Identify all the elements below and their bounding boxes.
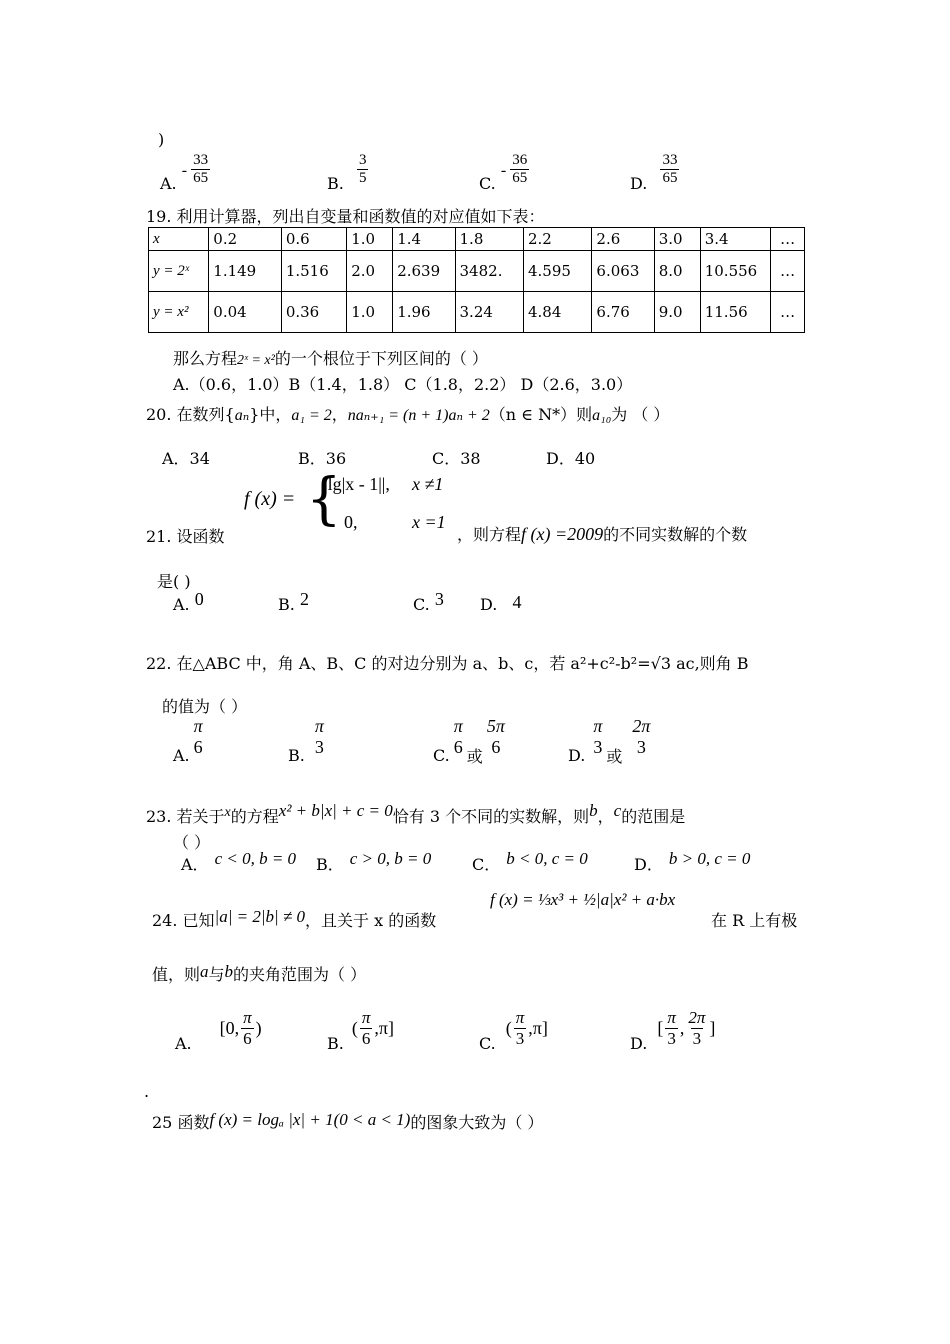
values-table: [148, 227, 805, 333]
q21-stem-b: [457, 522, 747, 545]
option-value: b < 0, c = 0: [506, 849, 588, 868]
text: 25 函数: [152, 1113, 210, 1132]
q24-stem: [152, 908, 436, 931]
q24-stem-d: [152, 962, 366, 985]
denominator: 6: [361, 1028, 371, 1048]
numerator: 2π: [688, 1008, 706, 1027]
table-cell: 3482.: [455, 251, 523, 292]
vector-b: b: [224, 962, 234, 981]
fraction: [665, 1008, 678, 1048]
q18-option-d: [630, 152, 681, 193]
text: 的方程: [230, 807, 279, 826]
interval: [657, 1008, 715, 1048]
interval: [220, 1008, 262, 1048]
variable: x: [224, 805, 231, 820]
q18-option-c: [479, 152, 531, 193]
numerator: π: [453, 716, 463, 736]
denominator: 3: [314, 736, 324, 757]
q21-stem-d: 是( ): [157, 572, 191, 591]
numerator: π: [515, 1008, 525, 1027]
fraction: [485, 716, 507, 757]
q21-stem-a: 21. 设函数: [146, 527, 225, 546]
numerator: 2π: [632, 716, 651, 736]
option-label: D.: [568, 746, 586, 765]
table-cell: 2.639: [393, 251, 455, 292]
fraction: [510, 152, 529, 188]
table-cell: 0.6: [281, 228, 346, 251]
text: 24. 已知: [152, 911, 215, 930]
q20-stem: [146, 402, 669, 425]
numerator: π: [193, 716, 203, 736]
or-text: 或: [466, 747, 483, 766]
bracket: [0,: [219, 1017, 240, 1038]
option-value: 4: [512, 592, 522, 612]
numerator: π: [314, 716, 324, 736]
table-cell: …: [771, 292, 805, 333]
bracket: (: [351, 1017, 358, 1038]
option-value: 3: [434, 589, 444, 609]
q23-option-c: [472, 849, 588, 875]
q24-option-c: [479, 1008, 548, 1053]
option-label: A.: [173, 746, 190, 765]
bracket: ,π]: [528, 1017, 548, 1038]
fraction: [452, 716, 465, 757]
table-cell: …: [771, 228, 805, 251]
option-label: B.: [288, 746, 305, 765]
table-cell: 1.4: [393, 228, 455, 251]
numerator: π: [243, 1008, 252, 1027]
table-cell: y = 2ˣ: [149, 251, 209, 292]
bracket: (: [505, 1017, 512, 1038]
numerator: π: [361, 1008, 371, 1027]
sequence-term: a₁₀: [592, 407, 612, 424]
q22-option-a: [173, 716, 207, 765]
q20-option-d: D．40: [546, 449, 596, 468]
table-cell: y = x²: [149, 292, 209, 333]
left-brace-icon: {: [306, 467, 342, 532]
text: 与: [208, 965, 225, 984]
numerator: 33: [662, 152, 678, 168]
numerator: 3: [358, 152, 367, 168]
bracket: ): [255, 1017, 262, 1038]
case-condition: x ≠1: [412, 474, 444, 494]
minus-sign: -: [181, 162, 188, 179]
option-label: A.: [173, 595, 190, 614]
q20-option-c: C．38: [432, 449, 481, 468]
q19-options: A.（0.6，1.0）B（1.4，1.8） C（1.8，2.2） D（2.6，3.0）: [173, 375, 633, 394]
table-cell: 2.0: [347, 251, 393, 292]
table-cell: 1.0: [347, 228, 393, 251]
equation: x² + b|x| + c = 0: [278, 801, 393, 820]
text: 23. 若关于: [146, 807, 225, 826]
q22-option-d: [568, 716, 654, 767]
equation: f (x) =2009: [521, 524, 604, 544]
q19-followup: [173, 346, 488, 369]
fraction: [241, 1008, 254, 1048]
option-label: D.: [630, 1034, 648, 1053]
option-label: B．: [316, 855, 344, 874]
table-cell: 2.6: [592, 228, 654, 251]
option-value: c < 0, b = 0: [214, 849, 297, 868]
table-cell: 1.149: [209, 251, 282, 292]
text: 的一个根位于下列区间的（ ）: [274, 349, 488, 368]
table-cell: 6.76: [592, 292, 654, 333]
q24-option-d: [630, 1008, 715, 1053]
option-label: B.: [327, 174, 344, 193]
function-name: f (x) =: [244, 488, 296, 510]
function-definition: f (x) = logₐ |x| + 1(0 < a < 1): [209, 1110, 411, 1129]
table-row: [149, 292, 805, 333]
text: 的夹角范围为（ ）: [233, 965, 367, 984]
bracket: ]: [709, 1017, 716, 1038]
fraction: [514, 1008, 527, 1048]
table-cell: 0.36: [281, 292, 346, 333]
q20-option-b: B．36: [298, 449, 347, 468]
q23-stem: 23. 若关于x的方程x² + b|x| + c = 0恰有 3 个不同的实数解，则b，c的范围是: [146, 801, 686, 826]
denominator: 65: [662, 170, 678, 187]
minus-sign: -: [500, 162, 507, 179]
option-label: D．: [634, 855, 663, 874]
sequence-term: aₙ: [234, 407, 250, 424]
denominator: 3: [515, 1028, 525, 1048]
fraction: [313, 716, 326, 757]
table-cell: 10.556: [700, 251, 771, 292]
table-cell: 9.0: [654, 292, 700, 333]
option-value: 0: [194, 589, 204, 609]
q24-stem-c: 在 R 上有极: [711, 911, 798, 930]
option-label: C．: [472, 855, 501, 874]
q22-option-c: [433, 716, 509, 767]
option-label: B.: [278, 595, 295, 614]
q21-option-d: [480, 594, 521, 615]
text: 的图象大致为（ ）: [410, 1113, 544, 1132]
text: 为 （ ）: [611, 405, 670, 424]
option-label: D.: [630, 174, 648, 193]
equation: naₙ₊₁ = (n + 1)aₙ + 2: [347, 407, 490, 424]
table-cell: 1.8: [455, 228, 523, 251]
q22-stem-b: 的值为（ ）: [162, 697, 248, 716]
option-label: C.: [479, 174, 496, 193]
text: 那么方程: [173, 349, 238, 368]
piecewise-function: [244, 467, 456, 542]
q24-option-b: [327, 1008, 394, 1053]
option-value: b > 0, c = 0: [668, 849, 751, 868]
text: ，则方程: [457, 525, 522, 544]
fraction: [192, 716, 205, 757]
comma: ,: [679, 1017, 685, 1038]
text: 恰有 3 个不同的实数解，则: [392, 807, 590, 826]
table-cell: 4.595: [523, 251, 591, 292]
q20-option-a: A．34: [162, 449, 210, 468]
text: 20. 在数列{: [146, 405, 235, 424]
table-cell: 6.063: [592, 251, 654, 292]
q21-option-a: [173, 589, 204, 615]
condition: |a| = 2|b| ≠ 0: [214, 907, 306, 926]
denominator: 3: [667, 1028, 676, 1048]
q23-option-d: [634, 849, 751, 875]
q24-function: [490, 890, 675, 910]
option-label: A.: [175, 1034, 192, 1053]
denominator: 6: [453, 736, 463, 757]
table-row: [149, 251, 805, 292]
q18-close-paren: ): [158, 130, 165, 149]
denominator: 3: [593, 736, 603, 757]
case-condition: x =1: [412, 512, 446, 532]
text: （n ∈ N*）则: [489, 405, 593, 424]
interval: [506, 1008, 548, 1048]
or-text: 或: [606, 747, 623, 766]
numerator: π: [667, 1008, 676, 1027]
option-value: c > 0, b = 0: [349, 849, 432, 868]
option-label: C.: [413, 595, 430, 614]
denominator: 3: [636, 736, 646, 757]
denominator: 6: [243, 1028, 252, 1048]
q22-stem: 22. 在△ABC 中，角 A、B、C 的对边分别为 a、b、c，若 a²+c²-b²=√3 ac,则角 B: [146, 654, 749, 673]
equation: 2ˣ = x²: [237, 353, 275, 368]
text: 的不同实数解的个数: [603, 525, 748, 544]
fraction: [630, 716, 652, 757]
table-cell: 0.04: [209, 292, 282, 333]
table-cell: 3.0: [654, 228, 700, 251]
table-row: [149, 228, 805, 251]
denominator: 6: [491, 736, 501, 757]
vector-a: a: [200, 962, 209, 981]
text: ，且关于 x 的函数: [305, 911, 437, 930]
fraction: [357, 152, 369, 188]
case-expression: |lg|x - 1||,: [324, 474, 390, 494]
q18-option-a: [160, 152, 212, 193]
option-label: A.: [160, 174, 177, 193]
option-label: C.: [433, 746, 450, 765]
equation: a₁ = 2: [291, 407, 332, 424]
option-label: A．: [181, 855, 209, 874]
table-cell: 1.516: [281, 251, 346, 292]
stray-dot: .: [144, 1082, 150, 1101]
bracket: [: [657, 1017, 664, 1038]
table-cell: 2.2: [523, 228, 591, 251]
table-cell: 3.24: [455, 292, 523, 333]
table-cell: 3.4: [700, 228, 771, 251]
numerator: 5π: [486, 716, 505, 736]
q25-stem: [152, 1110, 543, 1133]
denominator: 65: [193, 170, 209, 187]
numerator: 36: [512, 152, 528, 168]
table-cell: x: [149, 228, 209, 251]
table-cell: 4.84: [523, 292, 591, 333]
denominator: 5: [358, 170, 367, 187]
text: }中，: [249, 405, 292, 424]
table-cell: 0.2: [209, 228, 282, 251]
interval: [352, 1008, 394, 1048]
q23-option-a: [181, 849, 297, 875]
variable: b: [589, 801, 598, 820]
variable: c: [613, 801, 622, 820]
table-cell: 11.56: [700, 292, 771, 333]
q23-paren: （ ）: [173, 833, 211, 852]
option-value: 2: [299, 589, 309, 609]
q24-option-a: [175, 1008, 262, 1053]
option-label: B.: [327, 1034, 344, 1053]
denominator: 3: [692, 1028, 702, 1048]
denominator: 65: [512, 170, 528, 187]
fraction: [686, 1008, 707, 1048]
q23-option-b: [316, 849, 432, 875]
q21-option-c: [413, 589, 444, 615]
fraction: [660, 152, 679, 188]
fraction: [191, 152, 210, 188]
q21-option-b: [278, 589, 309, 615]
bracket: ,π]: [374, 1017, 394, 1038]
function-definition: f (x) = ⅓x³ + ½|a|x² + a·bx: [490, 890, 676, 909]
denominator: 6: [193, 736, 203, 757]
text: 值，则: [152, 965, 201, 984]
numerator: π: [593, 716, 603, 736]
option-label: D.: [480, 595, 498, 614]
q18-option-b: [327, 152, 370, 193]
table-cell: 1.96: [393, 292, 455, 333]
fraction: [360, 1008, 373, 1048]
table-cell: 1.0: [347, 292, 393, 333]
table-cell: …: [771, 251, 805, 292]
option-label: C.: [479, 1034, 496, 1053]
text: 的范围是: [621, 807, 686, 826]
numerator: 33: [193, 152, 209, 168]
table-cell: 8.0: [654, 251, 700, 292]
case-expression: 0,: [344, 512, 358, 532]
q19-stem: 19. 利用计算器，列出自变量和函数值的对应值如下表：: [146, 207, 545, 226]
fraction: [591, 716, 604, 757]
q22-option-b: [288, 716, 328, 765]
text: ，: [331, 405, 348, 424]
